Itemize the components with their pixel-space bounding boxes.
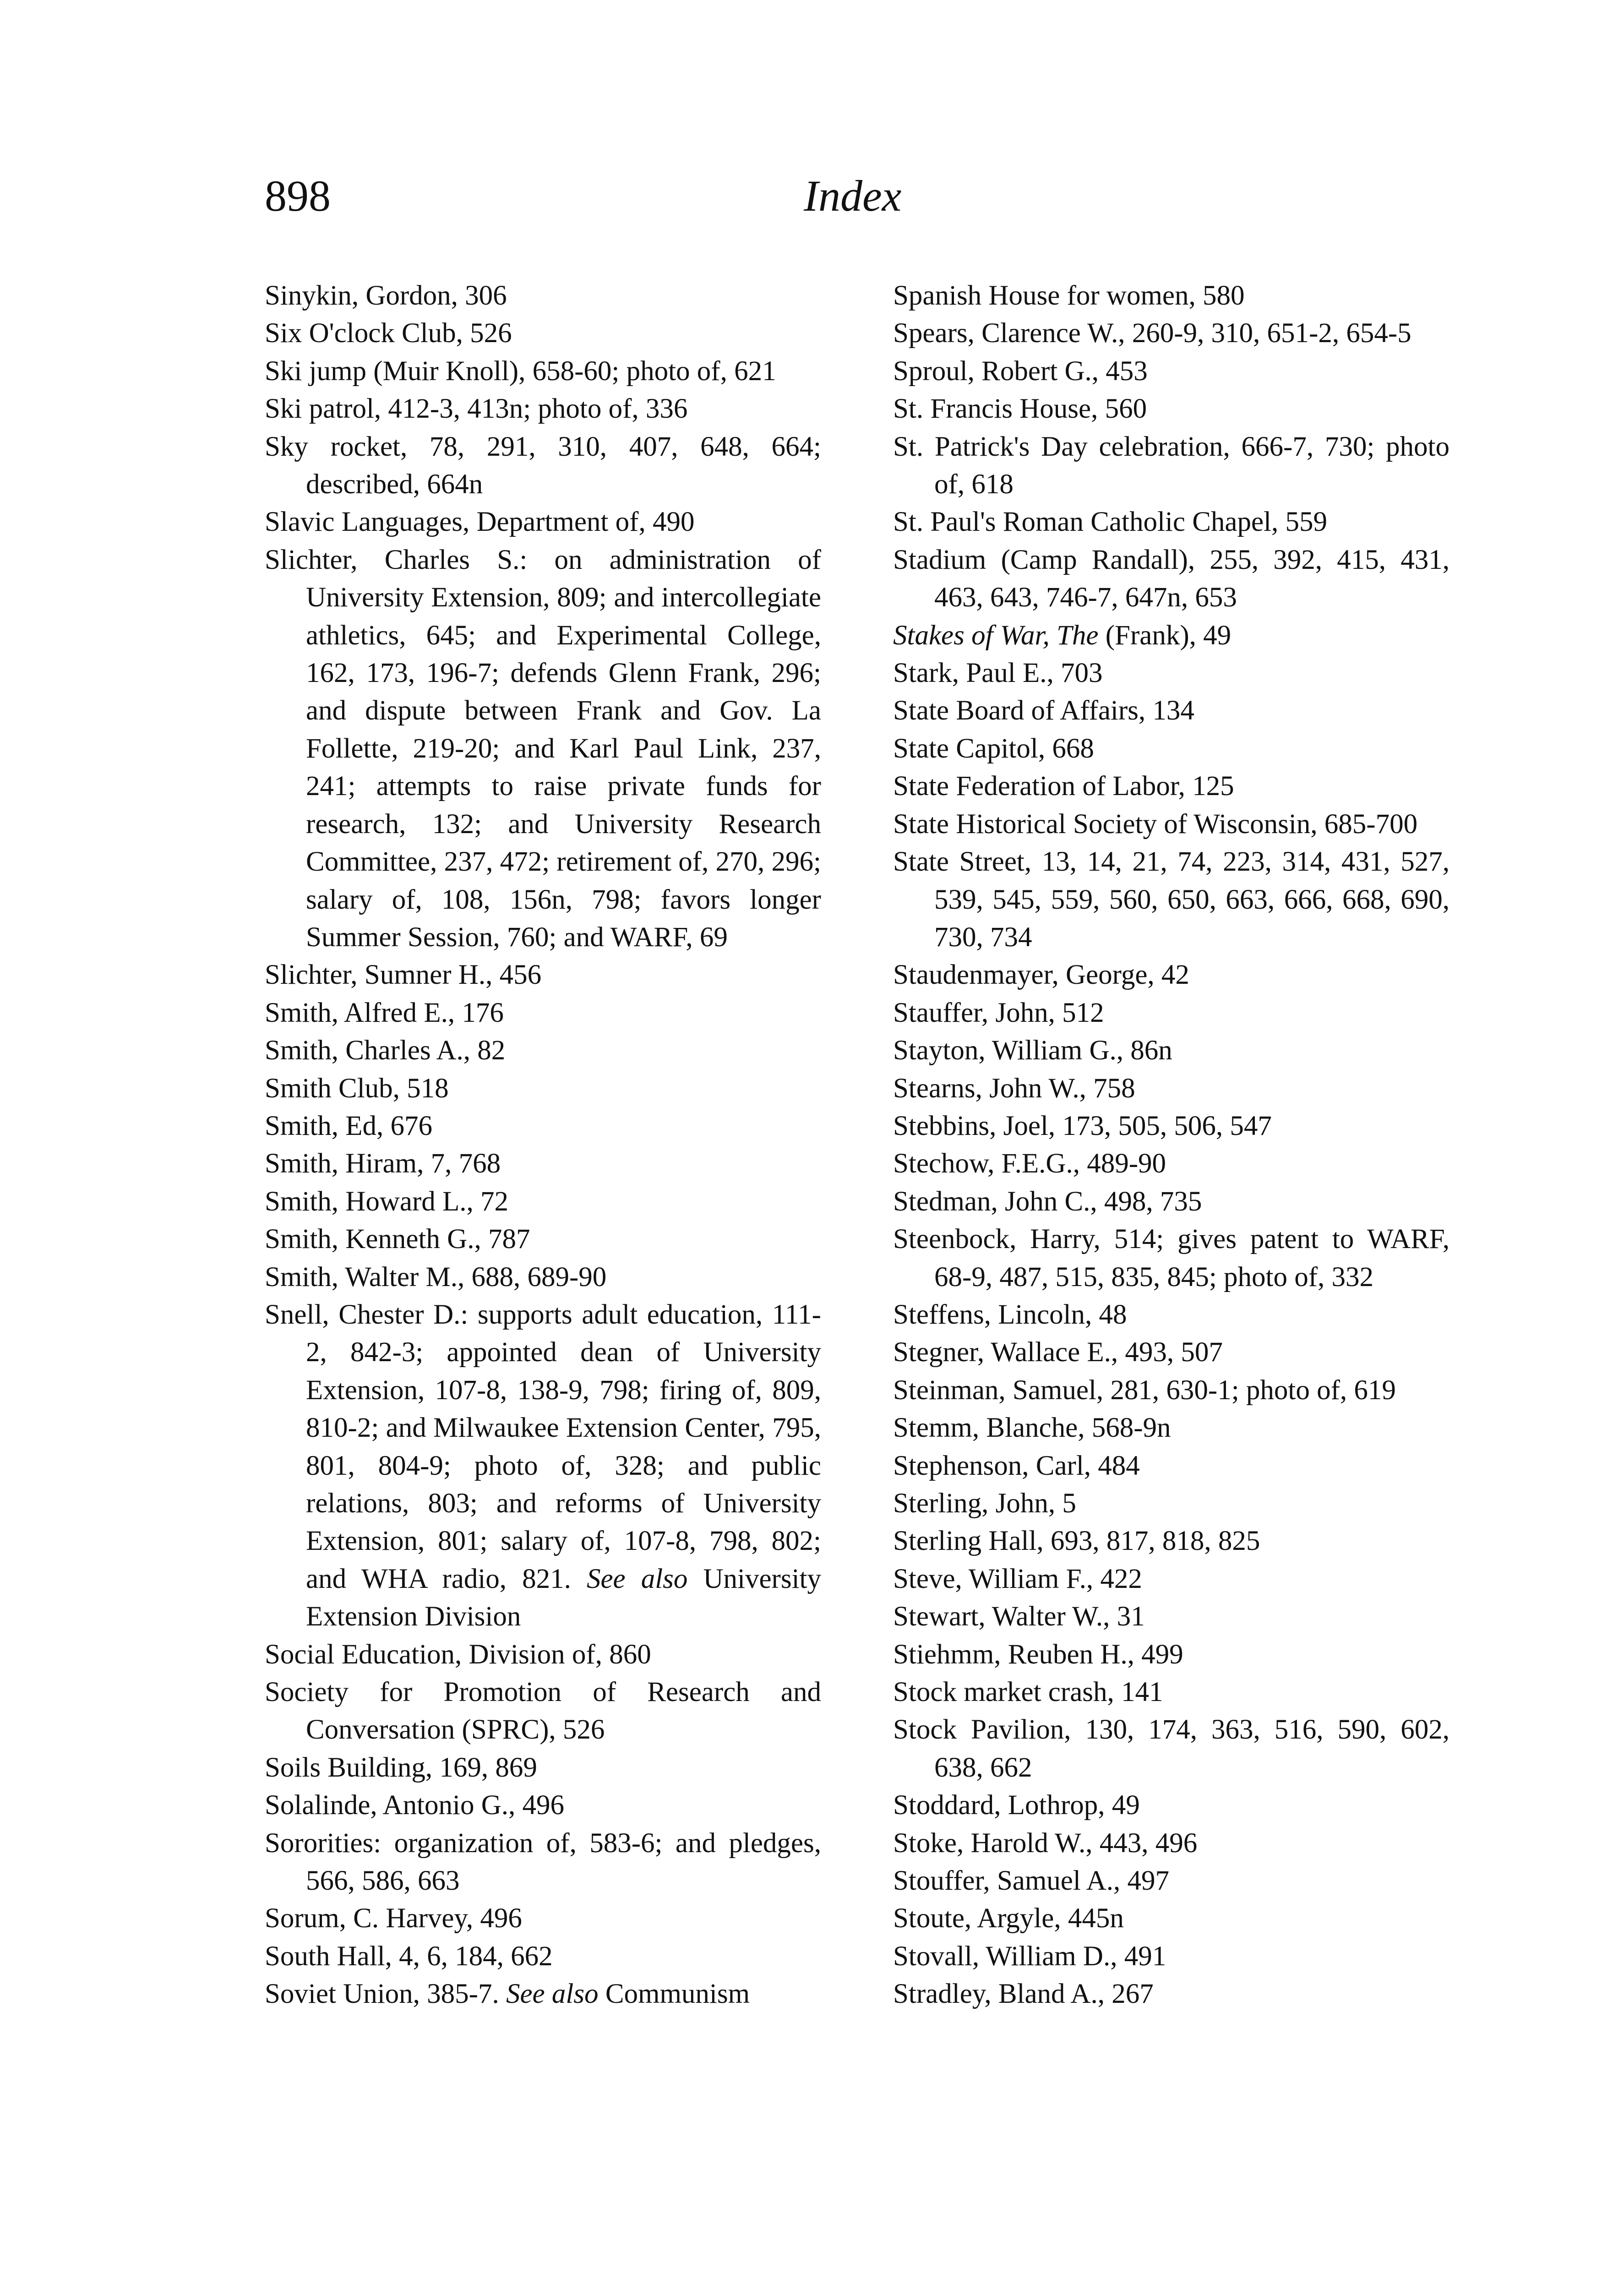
index-entry [893, 1145, 1450, 1183]
index-entry [893, 1560, 1450, 1598]
index-entry [893, 1221, 1450, 1296]
index-entry-text: Stadium (Camp Randall), 255, 392, 415, 431, 463, 643, 746-7, 647n, 653 [893, 544, 1450, 613]
index-entry [893, 1485, 1450, 1522]
index-entry-text: Ski jump (Muir Knoll), 658-60; photo of, 621 [265, 355, 776, 387]
index-entry [893, 1598, 1450, 1636]
index-entry-text: Smith Club, 518 [265, 1073, 449, 1104]
index-entry [265, 353, 821, 390]
index-entry-text: Stradley, Bland A., 267 [893, 1979, 1154, 2010]
index-entry-text: Sky rocket, 78, 291, 310, 407, 648, 664; described, 664n [265, 431, 821, 500]
index-entry-text: Steffens, Lincoln, 48 [893, 1299, 1127, 1330]
index-entry-text: Slichter, Sumner H., 456 [265, 960, 542, 991]
index-entry-text: Stock market crash, 141 [893, 1677, 1163, 1708]
index-entry-text: Slichter, Charles S.: on administration of University Extension, 809; and intercollegiate athletics, 645; and Experimental College, 162, 173, 196-7; defends Glenn Frank, 296; and dispute between Frank and Gov. La Follette, 219-20; and Karl Paul Link, 237, 241; attempts to raise private funds for research, 132; and University Research Committee, 237, 472; retirement of, 270, 296; salary of, 108, 156n, 798; favors longer Summer Session, 760; and WARF, 69 [265, 544, 821, 953]
index-column-left [265, 277, 821, 2013]
index-entry [265, 277, 821, 315]
index-entry-text: State Street, 13, 14, 21, 74, 223, 314, 431, 527, 539, 545, 559, 560, 650, 663, 666, 668, 690, 730, 734 [893, 846, 1450, 953]
index-entry [893, 390, 1450, 428]
index-entry [893, 541, 1450, 617]
index-entry [893, 1938, 1450, 1975]
index-entry-text: Stephenson, Carl, 484 [893, 1450, 1140, 1481]
index-entry [265, 994, 821, 1032]
index-entry [893, 1522, 1450, 1560]
index-entry [265, 1145, 821, 1183]
index-entry [265, 390, 821, 428]
index-entry [893, 503, 1450, 541]
index-entry-text: Spears, Clarence W., 260-9, 310, 651-2, 654-5 [893, 318, 1411, 349]
index-entry [265, 1674, 821, 1749]
index-entry-text: Sterling, John, 5 [893, 1488, 1076, 1519]
index-entry-text: Stemm, Blanche, 568-9n [893, 1412, 1171, 1444]
index-entry [265, 1636, 821, 1674]
index-entry-text: Steinman, Samuel, 281, 630-1; photo of, 619 [893, 1374, 1396, 1406]
index-entry-text: Smith, Charles A., 82 [265, 1035, 506, 1066]
index-entry [893, 654, 1450, 692]
index-entry [893, 692, 1450, 730]
index-entry [265, 503, 821, 541]
index-entry-text: Sorum, C. Harvey, 496 [265, 1903, 522, 1934]
index-entry [265, 1221, 821, 1258]
index-entry-text: Stoddard, Lothrop, 49 [893, 1790, 1140, 1821]
index-entry-text: Stegner, Wallace E., 493, 507 [893, 1337, 1223, 1368]
index-entry-italic-text: See also [586, 1563, 688, 1594]
index-entry [893, 1296, 1450, 1334]
index-entry-text: Steenbock, Harry, 514; gives patent to WARF, 68-9, 487, 515, 835, 845; photo of, 332 [893, 1224, 1450, 1292]
index-entry-text: Stearns, John W., 758 [893, 1073, 1135, 1104]
index-entry-text: Stock Pavilion, 130, 174, 363, 516, 590, 602, 638, 662 [893, 1714, 1450, 1783]
index-entry [893, 1674, 1450, 1711]
index-entry-text: Spanish House for women, 580 [893, 280, 1245, 311]
index-entry [893, 843, 1450, 956]
index-entry [893, 768, 1450, 805]
index-entry [265, 315, 821, 352]
index-entry-text: South Hall, 4, 6, 184, 662 [265, 1941, 553, 1972]
index-entry-text: State Federation of Labor, 125 [893, 771, 1234, 802]
index-entry-text: State Capitol, 668 [893, 733, 1094, 764]
index-entry [265, 1825, 821, 1900]
index-entry-text: University Extension Division [306, 1563, 821, 1632]
index-entry [265, 1107, 821, 1145]
index-entry-text: Stark, Paul E., 703 [893, 658, 1103, 689]
index-entry-text: Six O'clock Club, 526 [265, 318, 512, 349]
index-entry-text: Sororities: organization of, 583-6; and pledges, 566, 586, 663 [265, 1827, 821, 1897]
index-entry-text: Snell, Chester D.: supports adult education, 111-2, 842-3; appointed dean of University Extension, 107-8, 138-9, 798; firing of, 809, 810-2; and Milwaukee Extension Center, 795, 801, 804-9; photo of, 328; and public relations, 803; and reforms of University Extension, 801; salary of, 107-8, 798, 802; and WHA radio, 821. [265, 1299, 821, 1594]
index-entry [265, 1975, 821, 2013]
index-entry-text: St. Patrick's Day celebration, 666-7, 730; photo of, 618 [893, 431, 1450, 500]
index-entry-italic-text: Stakes of War, The [893, 620, 1099, 651]
index-entry-text: Sterling Hall, 693, 817, 818, 825 [893, 1526, 1260, 1557]
index-entry [893, 1975, 1450, 2013]
index-entry [265, 1938, 821, 1975]
index-entry-text: St. Francis House, 560 [893, 393, 1147, 425]
index-column-right [893, 277, 1450, 2013]
index-entry-text: Staudenmayer, George, 42 [893, 960, 1189, 991]
index-entry-text: Steve, William F., 422 [893, 1563, 1142, 1594]
index-entry-text: Stedman, John C., 498, 735 [893, 1186, 1202, 1217]
index-entry-text: Sproul, Robert G., 453 [893, 355, 1148, 387]
index-entry [265, 1032, 821, 1069]
index-entry-text: Stewart, Walter W., 31 [893, 1601, 1145, 1632]
index-entry [893, 1862, 1450, 1900]
index-entry [893, 1070, 1450, 1107]
index-entry-text: Stoke, Harold W., 443, 496 [893, 1827, 1198, 1859]
index-entry [893, 1787, 1450, 1824]
index-entry-text: Soviet Union, 385-7. [265, 1979, 506, 2010]
index-entry-text: Stouffer, Samuel A., 497 [893, 1865, 1170, 1897]
index-entry-text: Communism [598, 1979, 750, 2010]
index-entry [893, 428, 1450, 504]
index-entry [893, 1636, 1450, 1674]
index-entry-text: Stovall, William D., 491 [893, 1941, 1166, 1972]
index-entry [893, 1447, 1450, 1485]
index-entry [893, 1334, 1450, 1371]
index-entry [893, 277, 1450, 315]
index-entry [265, 1259, 821, 1296]
index-entry-text: Stoute, Argyle, 445n [893, 1903, 1124, 1934]
index-entry-text: Smith, Howard L., 72 [265, 1186, 509, 1217]
index-entry-text: Stauffer, John, 512 [893, 997, 1104, 1028]
index-entry [893, 1107, 1450, 1145]
index-entry-text: St. Paul's Roman Catholic Chapel, 559 [893, 507, 1327, 538]
index-entry [893, 730, 1450, 768]
index-entry [265, 1749, 821, 1787]
index-entry-text: State Historical Society of Wisconsin, 685-700 [893, 808, 1418, 840]
index-entry-text: Smith, Kenneth G., 787 [265, 1224, 530, 1255]
index-entry [893, 617, 1450, 654]
index-entry [893, 1409, 1450, 1447]
index-entry-text: State Board of Affairs, 134 [893, 695, 1194, 726]
index-entry-text: Stechow, F.E.G., 489-90 [893, 1148, 1166, 1179]
index-entry-text: Stayton, William G., 86n [893, 1035, 1172, 1066]
index-entry [893, 1825, 1450, 1862]
index-entry [265, 428, 821, 504]
index-entry [893, 353, 1450, 390]
index-entry [265, 1070, 821, 1107]
index-entry-text: Smith, Walter M., 688, 689-90 [265, 1261, 607, 1292]
index-entry-text: Slavic Languages, Department of, 490 [265, 507, 695, 538]
index-entry-text: Sinykin, Gordon, 306 [265, 280, 507, 311]
index-entry-text: Smith, Alfred E., 176 [265, 997, 504, 1028]
index-entry [893, 806, 1450, 843]
index-entry [893, 1183, 1450, 1221]
index-entry [265, 541, 821, 956]
index-entry-text: Smith, Ed, 676 [265, 1110, 433, 1141]
index-entry-text: Stebbins, Joel, 173, 505, 506, 547 [893, 1110, 1272, 1141]
index-entry-italic-text: See also [506, 1979, 599, 2010]
index-entry-text: (Frank), 49 [1098, 620, 1232, 651]
index-entry [893, 315, 1450, 352]
index-entry [265, 1183, 821, 1221]
index-entry-text: Soils Building, 169, 869 [265, 1752, 537, 1783]
index-entry [265, 956, 821, 994]
index-entry-text: Solalinde, Antonio G., 496 [265, 1790, 565, 1821]
index-entry [893, 1711, 1450, 1787]
page-number: 898 [265, 171, 331, 220]
index-entry-text: Society for Promotion of Research and Conversation (SPRC), 526 [265, 1677, 821, 1745]
index-entry-text: Stiehmm, Reuben H., 499 [893, 1639, 1183, 1670]
running-head: Index [804, 171, 902, 220]
index-entry [893, 1372, 1450, 1409]
index-entry [893, 994, 1450, 1032]
index-entry [265, 1787, 821, 1824]
index-entry [893, 1900, 1450, 1937]
index-entry-text: Ski patrol, 412-3, 413n; photo of, 336 [265, 393, 688, 425]
index-entry [893, 1032, 1450, 1069]
index-entry [265, 1296, 821, 1636]
index-entry [893, 956, 1450, 994]
index-entry-text: Smith, Hiram, 7, 768 [265, 1148, 501, 1179]
index-entry-text: Social Education, Division of, 860 [265, 1639, 651, 1670]
index-entry [265, 1900, 821, 1937]
